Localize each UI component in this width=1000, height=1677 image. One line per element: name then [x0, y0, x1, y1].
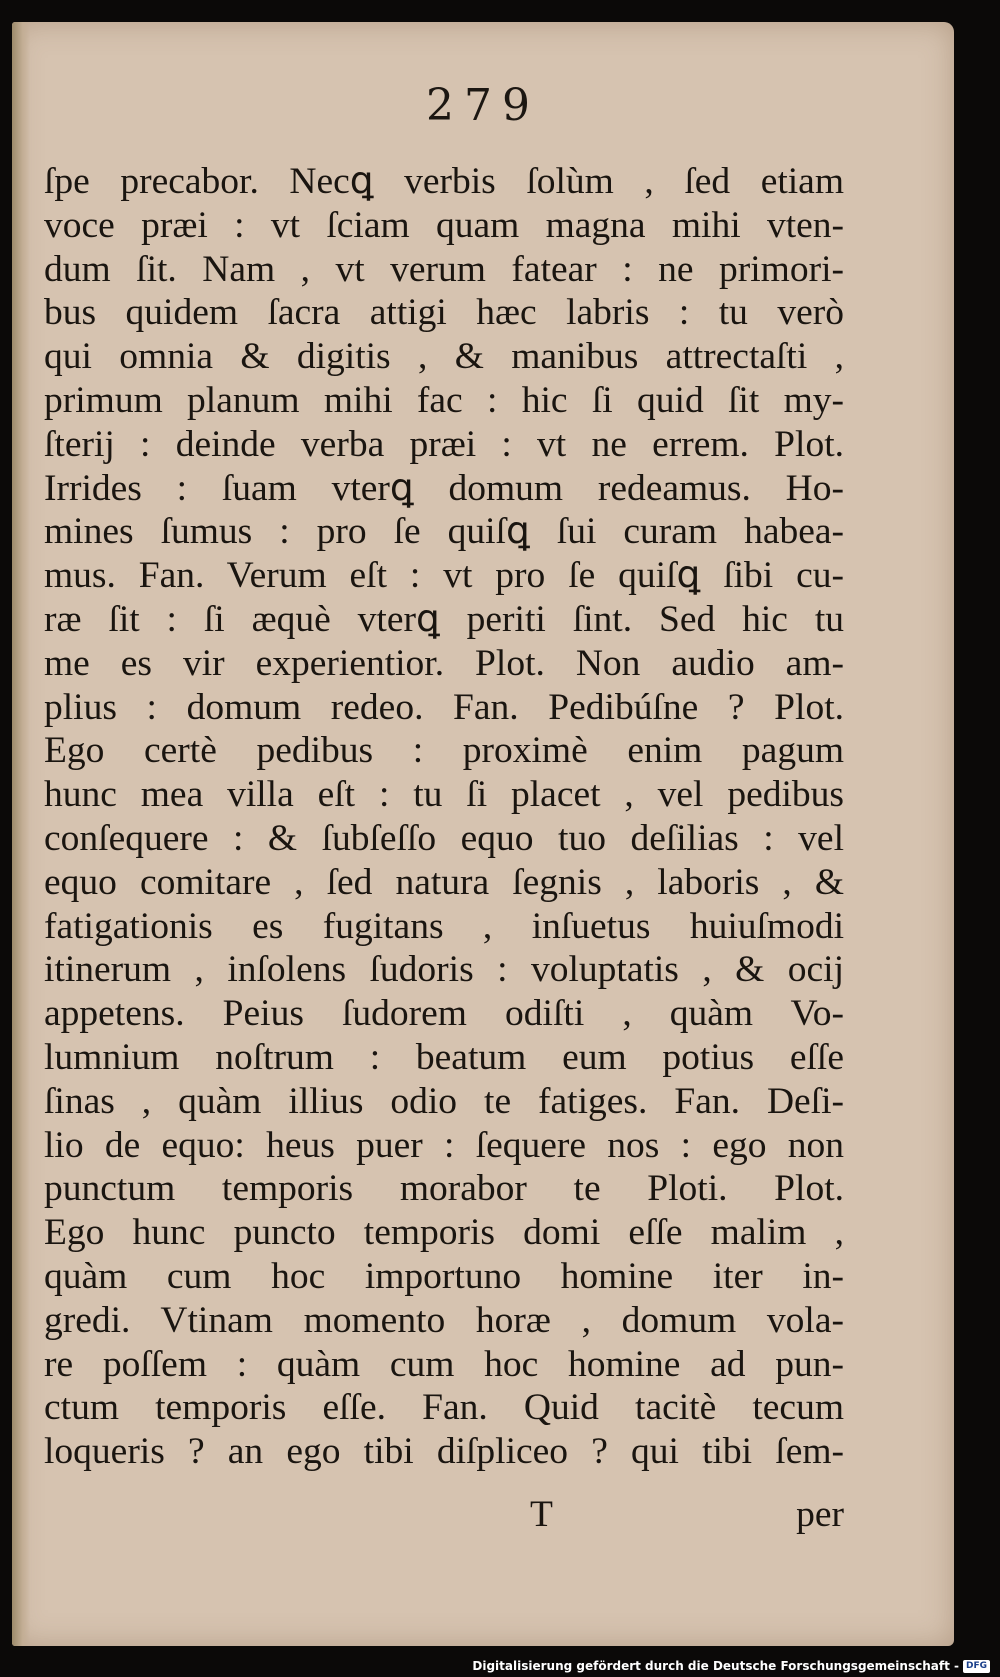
text-line: voce præi : vt ſciam quam magna mihi vten-: [44, 204, 844, 246]
text-line: ctum temporis eſſe. Fan. Quid tacitè tecum: [44, 1387, 844, 1429]
text-line: re poſſem : quàm cum hoc homine ad pun-: [44, 1343, 844, 1385]
text-line: ſterij : deinde verba præi : vt ne errem. Plot.: [44, 423, 844, 465]
text-line: quàm cum hoc importuno homine iter in-: [44, 1255, 844, 1297]
text-line: plius : domum redeo. Fan. Pedibúſne ? Plot.: [44, 686, 844, 728]
page-number: 279: [426, 80, 540, 131]
text-line: mines ſumus : pro ſe quiſꝗ ſui curam habea-: [44, 511, 844, 553]
text-line: loqueris ? an ego tibi diſpliceo ? qui tibi ſem-: [44, 1431, 844, 1473]
text-line: dum ſit. Nam , vt verum fatear : ne primori-: [44, 248, 844, 290]
digitization-credit: [472, 1659, 990, 1673]
text-line: lio de equo: heus puer : ſequere nos : ego non: [44, 1124, 844, 1166]
text-line: gredi. Vtinam momento horæ , domum vola-: [44, 1299, 844, 1341]
text-line: ſinas , quàm illius odio te fatiges. Fan. Deſi-: [44, 1080, 844, 1122]
text-line: conſequere : & ſubſeſſo equo tuo deſilias : vel: [44, 817, 844, 859]
page-footer: [44, 1493, 844, 1537]
binding-gutter: [12, 22, 30, 1646]
text-line: lumnium noſtrum : beatum eum potius eſſe: [44, 1036, 844, 1078]
text-line: Ego certè pedibus : proximè enim pagum: [44, 730, 844, 772]
book-page: [12, 22, 954, 1646]
text-line: appetens. Peius ſudorem odiſti , quàm Vo-: [44, 993, 844, 1035]
credit-text: Digitalisierung gefördert durch die Deutsche Forschungsgemeinschaft -: [472, 1659, 959, 1673]
text-line: qui omnia & digitis , & manibus attrectaſti ,: [44, 336, 844, 378]
text-line: me es vir experientior. Plot. Non audio am-: [44, 642, 844, 684]
signature-mark: T: [530, 1494, 553, 1535]
text-line: itinerum , inſolens ſudoris : voluptatis , & ocij: [44, 949, 844, 991]
text-line: ſpe precabor. Necꝗ verbis ſolùm , ſed etiam: [44, 161, 844, 202]
text-line: primum planum mihi fac : hic ſi quid ſit my-: [44, 379, 844, 421]
text-line: Ego hunc puncto temporis domi eſſe malim ,: [44, 1212, 844, 1254]
text-line: mus. Fan. Verum eſt : vt pro ſe quiſꝗ ſibi cu-: [44, 555, 844, 597]
text-line: punctum temporis morabor te Ploti. Plot.: [44, 1168, 844, 1210]
text-line: Irrides : ſuam vterꝗ domum redeamus. Ho-: [44, 467, 844, 509]
text-line: equo comitare , ſed natura ſegnis , laboris , &: [44, 861, 844, 903]
dfg-logo: DFG: [963, 1660, 990, 1673]
text-line: hunc mea villa eſt : tu ſi placet , vel pedibus: [44, 774, 844, 816]
text-line: bus quidem ſacra attigi hæc labris : tu verò: [44, 292, 844, 334]
text-line: ræ ſit : ſi æquè vterꝗ periti ſint. Sed hic tu: [44, 598, 844, 640]
catchword: per: [796, 1494, 844, 1535]
text-block: [44, 160, 844, 1474]
text-line: fatigationis es fugitans , inſuetus huiuſmodi: [44, 905, 844, 947]
